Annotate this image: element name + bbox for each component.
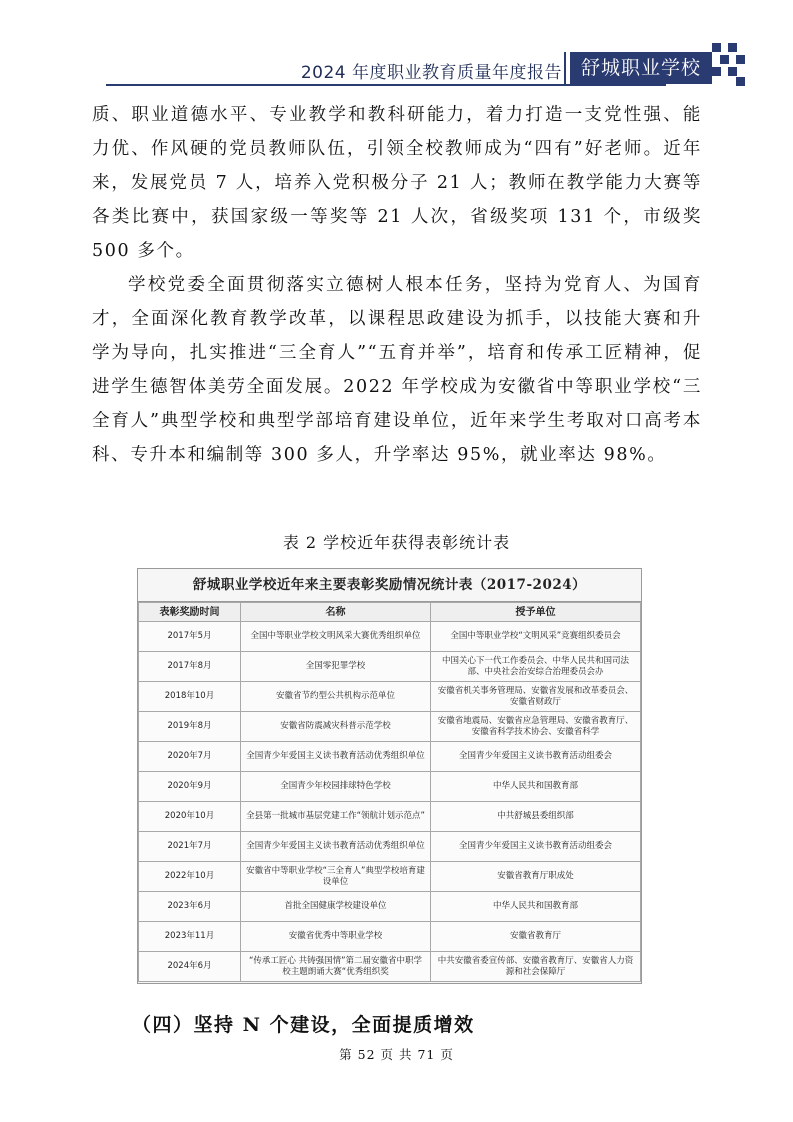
cell-name: 全国青少年爱国主义读书教育活动优秀组织单位 — [241, 742, 431, 772]
cell-name: “传承工匠心 共铸强国情”第二届安徽省中职学校主题朗诵大赛“优秀组织奖 — [241, 952, 431, 982]
cell-name: 全国零犯罪学校 — [241, 652, 431, 682]
table-row — [139, 952, 641, 982]
table-row — [139, 622, 641, 652]
cell-name: 全国青少年爱国主义读书教育活动优秀组织单位 — [241, 832, 431, 862]
cell-issuer: 安徽省教育厅 — [431, 922, 641, 952]
table-row — [139, 772, 641, 802]
cell-name: 安徽省优秀中等职业学校 — [241, 922, 431, 952]
header-issuer: 授予单位 — [431, 603, 641, 622]
table-row — [139, 712, 641, 742]
cell-time: 2022年10月 — [139, 862, 241, 892]
cell-name: 全国中等职业学校文明风采大赛优秀组织单位 — [241, 622, 431, 652]
header-deco-square — [712, 43, 721, 52]
table-title: 舒城职业学校近年来主要表彰奖励情况统计表（2017-2024） — [138, 569, 641, 602]
cell-time: 2018年10月 — [139, 682, 241, 712]
cell-issuer: 全国中等职业学校“文明风采”竞赛组织委员会 — [431, 622, 641, 652]
cell-issuer: 安徽省地震局、安徽省应急管理局、安徽省教育厅、安徽省科学技术协会、安徽省科学 — [431, 712, 641, 742]
paragraph-1: 质、职业道德水平、专业教学和教科研能力，着力打造一支党性强、能力优、作风硬的党员教师队伍，引领全校教师成为“四有”好老师。近年来，发展党员 7 人，培养入党积极分子 21 人；教师在教学能力大赛等各类比赛中，获国家级一等奖等 21 人次，省级奖项 131 个，市级奖 500 多个。 — [92, 105, 702, 261]
cell-time: 2020年10月 — [139, 802, 241, 832]
table-caption: 表 2 学校近年获得表彰统计表 — [282, 533, 511, 552]
table-row — [139, 652, 641, 682]
cell-issuer: 安徽省教育厅职成处 — [431, 862, 641, 892]
table-row — [139, 862, 641, 892]
table-row — [139, 832, 641, 862]
cell-time: 2020年7月 — [139, 742, 241, 772]
table-row — [139, 802, 641, 832]
header-deco-square — [712, 67, 721, 76]
paragraph-2: 学校党委全面贯彻落实立德树人根本任务，坚持为党育人、为国育才，全面深化教育教学改革，以课程思政建设为抓手，以技能大赛和升学为导向，扎实推进“三全育人”“五育并举”，培育和传承工匠精神，促进学生德智体美劳全面发展。2022 年学校成为安徽省中等职业学校“三全育人”典型学校和典型学部培育建设单位，近年来学生考取对口高考本科、专升本和编制等 300 多人，升学率达 95%，就业率达 98%。 — [92, 275, 702, 465]
cell-issuer: 全国青少年爱国主义读书教育活动组委会 — [431, 832, 641, 862]
cell-name: 安徽省节约型公共机构示范单位 — [241, 682, 431, 712]
cell-issuer: 全国青少年爱国主义读书教育活动组委会 — [431, 742, 641, 772]
cell-time: 2017年8月 — [139, 652, 241, 682]
report-title: 2024 年度职业教育质量年度报告 — [300, 63, 562, 83]
cell-time: 2023年6月 — [139, 892, 241, 922]
table-row — [139, 742, 641, 772]
page-header — [0, 0, 793, 90]
school-name-badge: 舒城职业学校 — [566, 52, 712, 84]
cell-name: 安徽省中等职业学校“三全育人”典型学校培育建设单位 — [241, 862, 431, 892]
cell-issuer: 中国关心下一代工作委员会、中华人民共和国司法部、中央社会治安综合治理委员会办 — [431, 652, 641, 682]
header-rule — [106, 84, 666, 86]
awards-table-image — [137, 568, 642, 984]
table-row — [139, 682, 641, 712]
cell-issuer: 中华人民共和国教育部 — [431, 772, 641, 802]
cell-issuer: 中华人民共和国教育部 — [431, 892, 641, 922]
table-header-row — [139, 603, 641, 622]
cell-issuer: 安徽省机关事务管理局、安徽省发展和改革委员会、安徽省财政厅 — [431, 682, 641, 712]
cell-time: 2019年8月 — [139, 712, 241, 742]
section-heading: （四）坚持 N 个建设，全面提质增效 — [132, 1014, 475, 1036]
cell-name: 全国青少年校园排球特色学校 — [241, 772, 431, 802]
table-row — [139, 922, 641, 952]
header-deco-square — [736, 55, 745, 64]
table-row — [139, 892, 641, 922]
cell-time: 2021年7月 — [139, 832, 241, 862]
cell-time: 2017年5月 — [139, 622, 241, 652]
page-number: 第 52 页 共 71 页 — [339, 1047, 454, 1062]
header-deco-square — [720, 55, 729, 64]
cell-name: 全县第一批城市基层党建工作“领航计划示范点” — [241, 802, 431, 832]
cell-time: 2023年11月 — [139, 922, 241, 952]
cell-time: 2020年9月 — [139, 772, 241, 802]
cell-issuer: 中共安徽省委宣传部、安徽省教育厅、安徽省人力资源和社会保障厅 — [431, 952, 641, 982]
header-name: 名称 — [241, 603, 431, 622]
header-deco-square — [728, 67, 737, 76]
header-deco-square — [736, 77, 745, 86]
cell-name: 首批全国健康学校建设单位 — [241, 892, 431, 922]
header-time: 表彰奖励时间 — [139, 603, 241, 622]
cell-name: 安徽省防震减灾科普示范学校 — [241, 712, 431, 742]
cell-issuer: 中共舒城县委组织部 — [431, 802, 641, 832]
cell-time: 2024年6月 — [139, 952, 241, 982]
header-deco-square — [728, 43, 737, 52]
awards-table — [138, 602, 641, 982]
